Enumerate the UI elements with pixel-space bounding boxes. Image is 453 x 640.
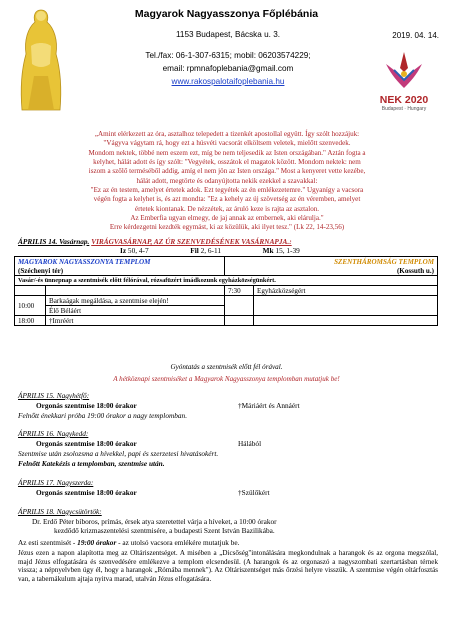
- schedule-intention: Egyházközségért: [254, 286, 438, 296]
- weekday-mass-note: A hétköznapi szentmiséket a Magyarok Nagyasszonya templomban mutatjuk be!: [113, 375, 340, 383]
- parish-logo: [14, 6, 68, 114]
- quote-line: "Ez az én testem, amelyet értetek adok. Ezt tegyétek az én emlékezetemre." Ugyanígy a vacsora: [90, 186, 364, 195]
- evening-text: - az utolsó vacsora emlékére mutatjuk be.: [116, 538, 240, 547]
- tuesday-heading: ÁPRILIS 16. Nagykedd:: [18, 429, 89, 438]
- wednesday-intention: †Szülőkért: [238, 488, 270, 497]
- reading-book: Fil: [190, 246, 199, 255]
- sunday-schedule: [14, 256, 438, 326]
- tuesday-katechesis: Felnőtt Katekézis a templomban, szentmise után.: [18, 459, 165, 468]
- parish-website-link[interactable]: www.rakospalotaifoplebania.hu: [171, 77, 285, 86]
- schedule-time: 7:30: [225, 286, 254, 296]
- evening-text: Az esti szentmisét -: [18, 538, 78, 547]
- sunday-date: ÁPRILIS 14. Vasárnap.: [18, 237, 90, 246]
- tuesday-note: Szentmise után zsolozsma a hívekkel, papi és szerzetesi hivatásokért.: [18, 449, 219, 458]
- reading-ref: 15, 1-39: [275, 246, 300, 255]
- sunday-heading: [18, 237, 292, 246]
- thursday-heading: ÁPRILIS 18. Nagycsütörtök:: [18, 507, 102, 516]
- monday-note: Felnőtt énekkari próba 19:00 órakor a nagy templomban.: [18, 411, 188, 420]
- quote-line: "Vágyva vágytam rá, hogy ezt a húsvéti vacsorát elköltsem veletek, mielőtt szenvedek.: [103, 139, 351, 148]
- schedule-time: 18:00: [15, 316, 46, 326]
- monday-mass: Orgonás szentmise 18:00 órakor: [36, 401, 137, 410]
- monday-intention: †Máriáért és Annáért: [238, 401, 300, 410]
- sunday-readings: [120, 246, 300, 255]
- tuesday-intention: Hálából: [238, 439, 262, 448]
- quote-line: hálát adott, megtörte és odanyújtotta nekik ezekkel a szavakkal:: [136, 176, 318, 185]
- quote-line: kelyhet, hálát adott és így szólt: "Vegyétek, osszátok el magatok között. Mondom nektek: nem: [93, 158, 361, 167]
- church-left-name: MAGYAROK NAGYASSZONYA TEMPLOM: [18, 257, 151, 266]
- parish-email: email: rpmnafoplebania@gmail.com: [162, 64, 294, 73]
- wednesday-heading: ÁPRILIS 17. Nagyszerda:: [18, 478, 94, 487]
- gospel-quote: [28, 130, 426, 233]
- schedule-intention: Élő Béláért: [46, 306, 225, 316]
- reading-ref: 50, 4-7: [127, 246, 149, 255]
- nek-cross-icon: [368, 50, 440, 90]
- nek-2020-logo: [368, 50, 440, 114]
- quote-line: Mondom nektek, többé nem eszem ezt, míg be nem teljesedik az Isten országában." Aztán fogta a: [88, 148, 366, 157]
- rosary-note: Vasár/-és ünnepnap a szentmisék előtt félórával, rózsafüzért imádkozunk egyházközségünkért.: [18, 277, 276, 284]
- bulletin-date: 2019. 04. 14.: [392, 31, 439, 40]
- quote-line: Az Emberfia ugyan elmegy, de jaj annak az embernek, aki elárulja.": [130, 214, 324, 223]
- thursday-evening: [18, 538, 240, 547]
- thursday-paragraph: Jézus ezen a napon alapította meg az Oltáriszentséget. A misében a „Dicsőség"intonálására megkondulnak a harangok és az orgona megszólal, majd Jézus elfogatására és szenvedésére emlékezve a templom elcsendesül. (A harangok és az orgonaszó a nagyszombati szertartásban térnek vissza; a népnyelvben úgy él, hogy a harangok „Rómába mennek"). Az Oltáriszentséget más őrzési helyre visszük. A szentmise végén oltárfosztás van, a tabernákulum ajtaja nyitva marad, utalván Jézus elfogatására.: [18, 549, 438, 583]
- quote-line: iszom a szőlő terméséből addig, amíg el nem jön az Isten országa." Most a kenyeret vette kezébe,: [88, 167, 366, 176]
- sunday-title: VIRÁGVASÁRNAP, AZ ÚR SZENVEDÉSÉNEK VASÁRNAPJA.:: [91, 237, 292, 246]
- thursday-text-2: kezdődő krizmaszentelési szentmisére, a budapesti Szent István Bazilikába.: [54, 526, 275, 535]
- wednesday-mass: Orgonás szentmise 18:00 órakor: [36, 488, 137, 497]
- confession-note: Gyóntatás a szentmisék előtt fél órával.: [170, 363, 283, 371]
- parish-address: 1153 Budapest, Bácska u. 3.: [175, 30, 281, 39]
- quote-line: „Amint elérkezett az óra, asztalhoz telepedett a tizenkét apostollal együtt. Így szólt hozzájuk:: [94, 130, 360, 138]
- schedule-intention: Barkaágak megáldása, a szentmise elején!: [46, 296, 225, 306]
- nek-logo-title: NEK 2020: [379, 94, 429, 106]
- tuesday-mass: Orgonás szentmise 18:00 órakor: [36, 439, 137, 448]
- church-left-location: (Széchenyi tér): [18, 266, 64, 275]
- reading-ref: 2, 6-11: [200, 246, 222, 255]
- nek-logo-subtitle: Budapest · Hungary: [381, 106, 427, 112]
- monday-heading: ÁPRILIS 15. Nagyhétfő:: [18, 391, 90, 400]
- parish-title: Magyarok Nagyasszonya Főplébánia: [134, 8, 319, 20]
- schedule-intention: †Imréért: [46, 316, 225, 326]
- quote-line: értetek kiontanak. De nézzétek, az áruló keze is rajta az asztalon.: [134, 204, 320, 213]
- church-right-location: (Kossuth u.): [396, 266, 434, 275]
- church-right-name: SZENTHÁROMSÁG TEMPLOM: [334, 257, 434, 266]
- reading-book: Mk: [262, 246, 274, 255]
- thursday-text-1: Dr. Erdő Péter bíboros, prímás, érsek atya szeretettel várja a híveket, a 10:00 órakor: [32, 517, 277, 526]
- evening-time: 19:00 órakor: [77, 538, 117, 547]
- quote-line: végén fogta a kelyhet is, és azt mondta: "Ez a kehely az új szövetség az én véremben, amelyet: [93, 195, 361, 204]
- reading-book: Iz: [120, 246, 127, 255]
- quote-line: Erre kérdezgetni kezdték egymást, ki az közülük, aki ilyet tesz." (Lk 22, 14-23,56): [109, 223, 345, 232]
- parish-phone: Tel./fax: 06-1-307-6315; mobil: 06203574229;: [145, 51, 311, 60]
- schedule-time: 10:00: [15, 296, 46, 316]
